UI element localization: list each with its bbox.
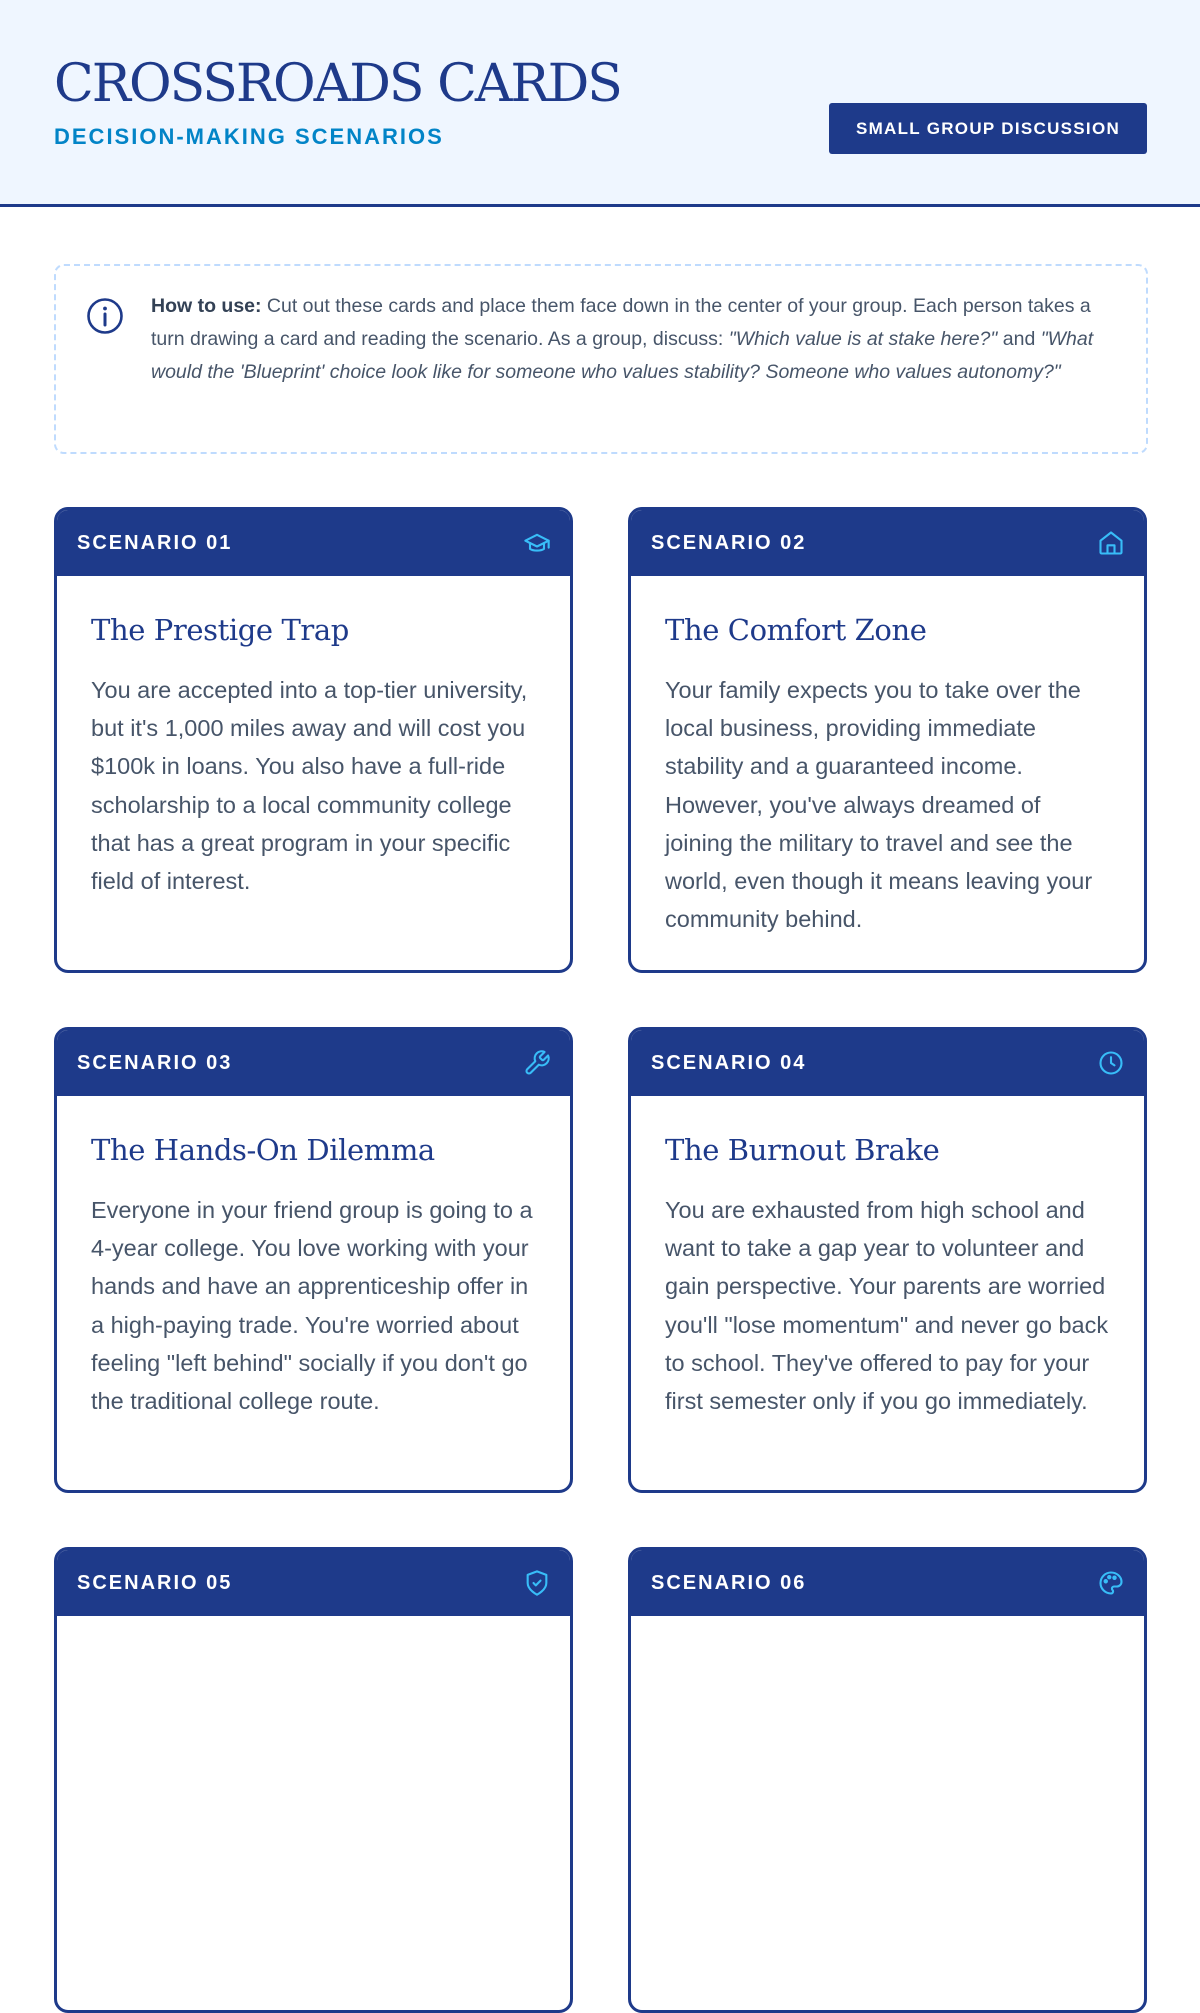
clock-icon (1097, 1049, 1125, 1077)
card-number: SCENARIO 02 (651, 531, 807, 554)
wrench-icon (523, 1049, 551, 1077)
card-title: The Hands-On Dilemma (91, 1133, 435, 1167)
page-subtitle: DECISION-MAKING SCENARIOS (54, 124, 444, 149)
scenario-card-05 (54, 1547, 573, 2013)
card-header (631, 1030, 1144, 1096)
page-header (0, 0, 1200, 207)
scenario-card-04 (628, 1027, 1147, 1493)
card-number: SCENARIO 06 (651, 1571, 807, 1594)
card-number: SCENARIO 04 (651, 1051, 807, 1074)
card-number: SCENARIO 01 (77, 531, 233, 554)
palette-icon (1097, 1569, 1125, 1597)
card-title: The Burnout Brake (665, 1133, 940, 1167)
how-to-use-instructions: Cut out these cards and place them face down in the center of your group. Each person takes a turn drawing a card and reading the scenario. As a group, discuss: (151, 295, 1091, 350)
discussion-question-value: "Which value is at stake here?" (728, 328, 998, 350)
discussion-question-blueprint: "What would the 'Blueprint' choice look like for someone who values stability? Someone who values autonomy?" (151, 328, 1094, 383)
card-body: You are accepted into a top-tier university, but it's 1,000 miles away and will cost you $100k in loans. You also have a full-ride scholarship to a local community college that has a great program in your specific field of interest. (91, 676, 528, 894)
how-to-use-box (54, 264, 1148, 454)
card-header (57, 510, 570, 576)
scenario-card-02 (628, 507, 1147, 973)
group-discussion-badge: SMALL GROUP DISCUSSION (829, 103, 1147, 154)
graduation-cap-icon (523, 529, 551, 557)
card-header (631, 510, 1144, 576)
question-joiner: and (1002, 328, 1036, 350)
page-title: CROSSROADS CARDS (54, 54, 621, 114)
how-to-use-label: How to use: (151, 295, 262, 317)
card-number: SCENARIO 03 (77, 1051, 233, 1074)
card-number: SCENARIO 05 (77, 1571, 233, 1594)
card-title: The Comfort Zone (665, 613, 927, 647)
card-header (57, 1550, 570, 1616)
scenario-card-01 (54, 507, 573, 973)
home-icon (1097, 529, 1125, 557)
card-header (631, 1550, 1144, 1616)
scenario-card-03 (54, 1027, 573, 1493)
card-body: Everyone in your friend group is going to a 4-year college. You love working with your hands and have an apprenticeship offer in a high-paying trade. You're worried about feeling "left behind" socially if you don't go the traditional college route. (91, 1196, 533, 1414)
scenario-card-06 (628, 1547, 1147, 2013)
card-body: Your family expects you to take over the local business, providing immediate stability and a guaranteed income. However, you've always dreamed of joining the military to travel and see the world, even though it means leaving your community behind. (665, 676, 1093, 933)
shield-check-icon (523, 1569, 551, 1597)
card-header (57, 1030, 570, 1096)
card-title: The Prestige Trap (91, 613, 349, 647)
info-icon (85, 296, 125, 336)
how-to-use-text (151, 290, 1118, 389)
card-body: You are exhausted from high school and want to take a gap year to volunteer and gain perspective. Your parents are worried you'll "lose momentum" and never go back to school. They've offered to pay for your first semester only if you go immediately. (665, 1196, 1109, 1414)
